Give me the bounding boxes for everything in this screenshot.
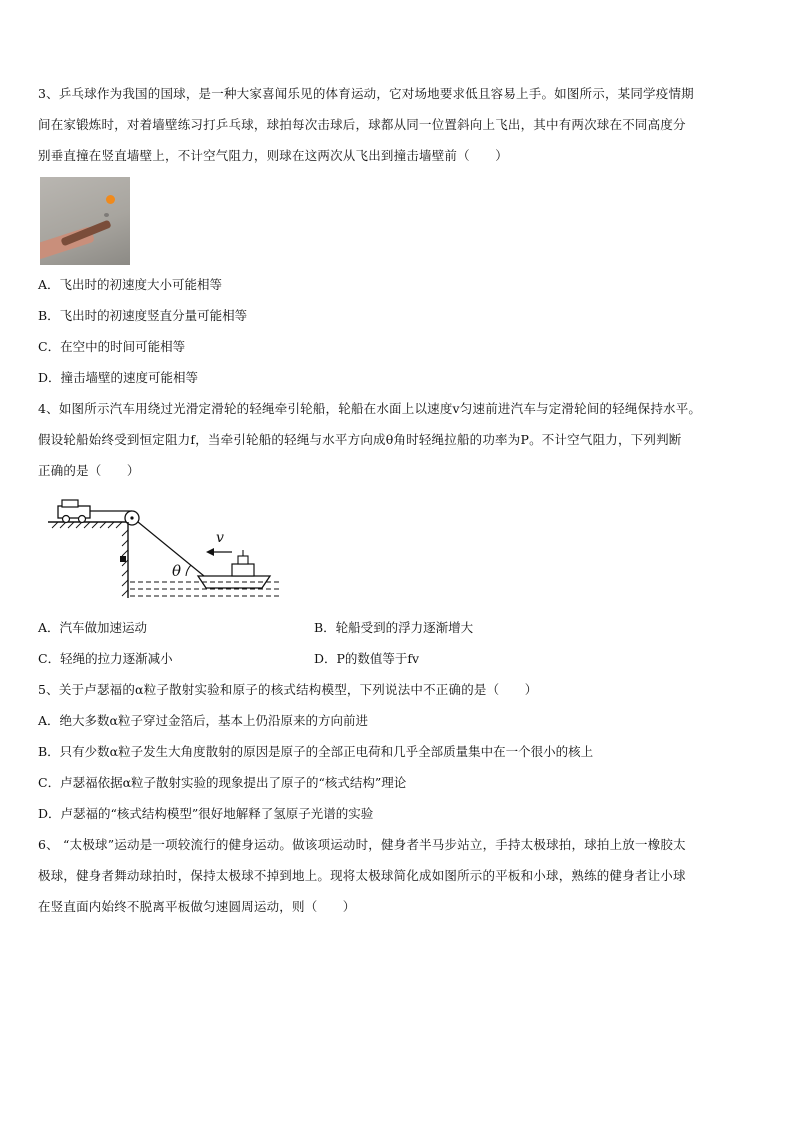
question-4-options-row-1 bbox=[38, 612, 758, 643]
question-4-line-2: 假设轮船始终受到恒定阻力f，当牵引轮船的轻绳与水平方向成θ角时轻绳拉船的功率为P。不计空气阻力，下列判断 bbox=[38, 432, 682, 447]
question-4-option-b: B．轮船受到的浮力逐渐增大 bbox=[314, 620, 474, 635]
question-4-option-c: C．轻绳的拉力逐渐减小 bbox=[38, 651, 173, 666]
question-3-option-d: D．撞击墙壁的速度可能相等 bbox=[38, 370, 199, 385]
question-6-line-3: 在竖直面内始终不脱离平板做匀速圆周运动，则（ ） bbox=[38, 899, 356, 914]
question-6-line-1: 6、 “太极球”运动是一项较流行的健身运动。做该项运动时，健身者半马步站立，手持太极球拍，球拍上放一橡胶太 bbox=[38, 837, 686, 852]
question-4-option-a: A．汽车做加速运动 bbox=[38, 620, 148, 635]
ping-pong-photo bbox=[40, 177, 130, 265]
question-3-option-b: B．飞出时的初速度竖直分量可能相等 bbox=[38, 308, 248, 323]
question-3-line-2: 间在家锻炼时，对着墙壁练习打乒乓球，球拍每次击球后，球都从同一位置斜向上飞出，其中有两次球在不同高度分 bbox=[38, 117, 686, 132]
question-5-option-a: A．绝大多数α粒子穿过金箔后，基本上仍沿原来的方向前进 bbox=[38, 713, 368, 728]
question-3-option-a: A．飞出时的初速度大小可能相等 bbox=[38, 277, 223, 292]
question-4-options-row-2 bbox=[38, 643, 758, 674]
question-4-option-d: D．P的数值等于fv bbox=[314, 651, 420, 666]
car-icon bbox=[58, 500, 90, 523]
question-5-line-1: 5、关于卢瑟福的α粒子散射实验和原子的核式结构模型，下列说法中不正确的是（ ） bbox=[38, 682, 538, 697]
question-3-option-c: C．在空中的时间可能相等 bbox=[38, 339, 186, 354]
car-boat-pulley-diagram bbox=[44, 492, 284, 604]
arrow-left-icon bbox=[206, 548, 214, 556]
question-5-option-b: B．只有少数α粒子发生大角度散射的原因是原子的全部正电荷和几乎全部质量集中在一个很小的核上 bbox=[38, 744, 594, 759]
ball-shadow bbox=[104, 213, 109, 217]
question-6-line-2: 极球，健身者舞动球拍时，保持太极球不掉到地上。现将太极球简化成如图所示的平板和小球，熟练的健身者让小球 bbox=[38, 868, 686, 883]
ping-pong-ball-icon bbox=[106, 195, 115, 204]
question-5-option-d: D．卢瑟福的“核式结构模型”很好地解释了氢原子光谱的实验 bbox=[38, 806, 374, 821]
question-4-line-3: 正确的是（ ） bbox=[38, 463, 140, 478]
question-4-line-1: 4、如图所示汽车用绕过光滑定滑轮的轻绳牵引轮船，轮船在水面上以速度v匀速前进汽车与定滑轮间的轻绳保持水平。 bbox=[38, 401, 702, 416]
velocity-label: v bbox=[216, 530, 224, 546]
theta-label: θ bbox=[172, 562, 182, 580]
question-3-line-3: 别垂直撞在竖直墙壁上，不计空气阻力，则球在这两次从飞出到撞击墙壁前（ ） bbox=[38, 148, 508, 163]
exam-page bbox=[38, 78, 758, 922]
question-5-option-c: C．卢瑟福依据α粒子散射实验的现象提出了原子的“核式结构”理论 bbox=[38, 775, 407, 790]
question-3-line-1: 3、乒乓球作为我国的国球，是一种大家喜闻乐见的体育运动，它对场地要求低且容易上手。如图所示，某同学疫情期 bbox=[38, 86, 694, 101]
